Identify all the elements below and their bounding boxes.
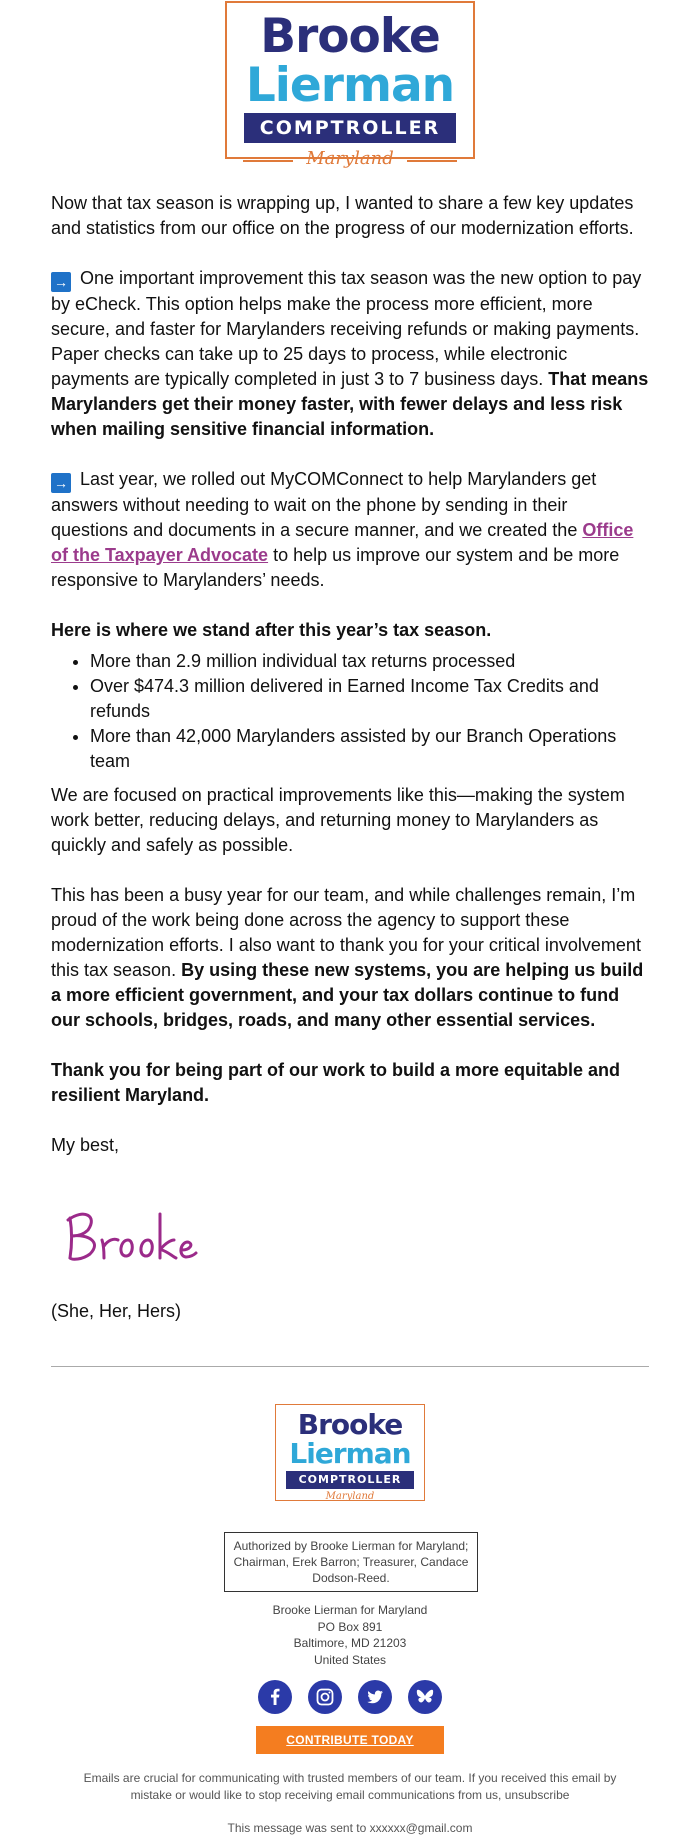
handwritten-signature	[62, 1200, 202, 1270]
divider	[51, 1366, 649, 1367]
echeck-text: One important improvement this tax season was the new option to pay by eCheck. This option helps make the process more efficient, more secure, and faster for Marylanders receiving refunds or making payments. Paper checks can take up to 25 days to process, while electronic payments are typically completed in just 3 to 7 business days.	[51, 268, 642, 389]
logo-first-name: Brooke	[260, 9, 440, 64]
address-line: PO Box 891	[317, 1619, 383, 1634]
mycomconnect-text-end: to help us improve our system and be more responsive to Marylanders’ needs.	[51, 545, 620, 590]
logo-last-name: Lierman	[245, 58, 455, 113]
echeck-paragraph	[51, 266, 649, 442]
mycomconnect-paragraph	[51, 467, 649, 593]
logo-state: Maryland	[325, 1491, 375, 1502]
stats-list	[90, 649, 649, 774]
facebook-icon[interactable]	[258, 1680, 292, 1714]
unsubscribe-notice: Emails are crucial for communicating with trusted members of our team. If you received this email by mistake or would like to stop receiving email communications from us, unsubscribe	[83, 1771, 617, 1802]
arrow-right-icon: →	[51, 272, 71, 292]
contribute-button[interactable]: CONTRIBUTE TODAY	[256, 1726, 444, 1754]
footer-logo	[275, 1404, 425, 1501]
logo-last-name: Lierman	[289, 1437, 411, 1470]
logo-state: Maryland	[306, 148, 394, 169]
address-line: Baltimore, MD 21203	[293, 1636, 407, 1650]
email-body	[51, 191, 649, 1158]
paid-for-disclaimer: Authorized by Brooke Lierman for Maryland; Chairman, Erek Barron; Treasurer, Candace Dodson-Reed.	[224, 1532, 478, 1592]
recipient-notice: This message was sent to xxxxxx@gmail.com	[227, 1821, 473, 1835]
list-item: • More than 2.9 million individual tax returns processed	[90, 649, 649, 674]
pronouns: (She, Her, Hers)	[51, 1301, 182, 1321]
bluesky-icon[interactable]	[408, 1680, 442, 1714]
thanks-bold-text: By using these new systems, you are helping us build a more efficient government, and your tax dollars continue to fund our schools, bridges, roads, and many other essential services.	[51, 960, 644, 1030]
thanks-paragraph	[51, 883, 649, 1033]
equitable-paragraph: Thank you for being part of our work to build a more equitable and resilient Maryland.	[51, 1060, 621, 1105]
thanks-text: This has been a busy year for our team, and while challenges remain, I’m proud of the work being done across the agency to support these modernization efforts. I also want to thank you for your critical involvement this tax season.	[51, 885, 641, 980]
echeck-bold-text: That means Marylanders get their money faster, with fewer delays and less risk when mailing sensitive financial information.	[51, 369, 649, 439]
stats-heading: Here is where we stand after this year’s tax season.	[51, 620, 492, 640]
mailing-address	[200, 1602, 500, 1668]
intro-paragraph: Now that tax season is wrapping up, I wanted to share a few key updates and statistics from our office on the progress of our modernization efforts.	[51, 193, 634, 238]
address-line: United States	[313, 1652, 387, 1667]
taxpayer-advocate-link[interactable]: Office of the Taxpayer Advocate	[51, 520, 634, 565]
arrow-right-icon: →	[51, 473, 71, 493]
instagram-icon[interactable]	[308, 1680, 342, 1714]
twitter-icon[interactable]	[358, 1680, 392, 1714]
logo-office-band: COMPTROLLER	[286, 1471, 414, 1489]
unsubscribe-link[interactable]: unsubscribe	[504, 1788, 570, 1802]
closing: My best,	[51, 1135, 120, 1155]
address-line: Brooke Lierman for Maryland	[272, 1603, 428, 1617]
focus-paragraph: We are focused on practical improvements like this—making the system work better, reducing delays, and returning money to Marylanders as quickly and safely as possible.	[51, 785, 625, 855]
logo-office-band: COMPTROLLER	[244, 113, 456, 143]
logo-first-name: Brooke	[297, 1408, 403, 1441]
campaign-logo	[225, 1, 475, 169]
mycomconnect-text: Last year, we rolled out MyCOMConnect to help Marylanders get answers without needing to wait on the phone by sending in their questions and documents in a secure manner, and we created the	[51, 469, 597, 540]
logo-divider-right	[407, 160, 457, 162]
list-item: • More than 42,000 Marylanders assisted by our Branch Operations team	[90, 724, 649, 774]
list-item: • Over $474.3 million delivered in Earned Income Tax Credits and refunds	[90, 674, 649, 724]
